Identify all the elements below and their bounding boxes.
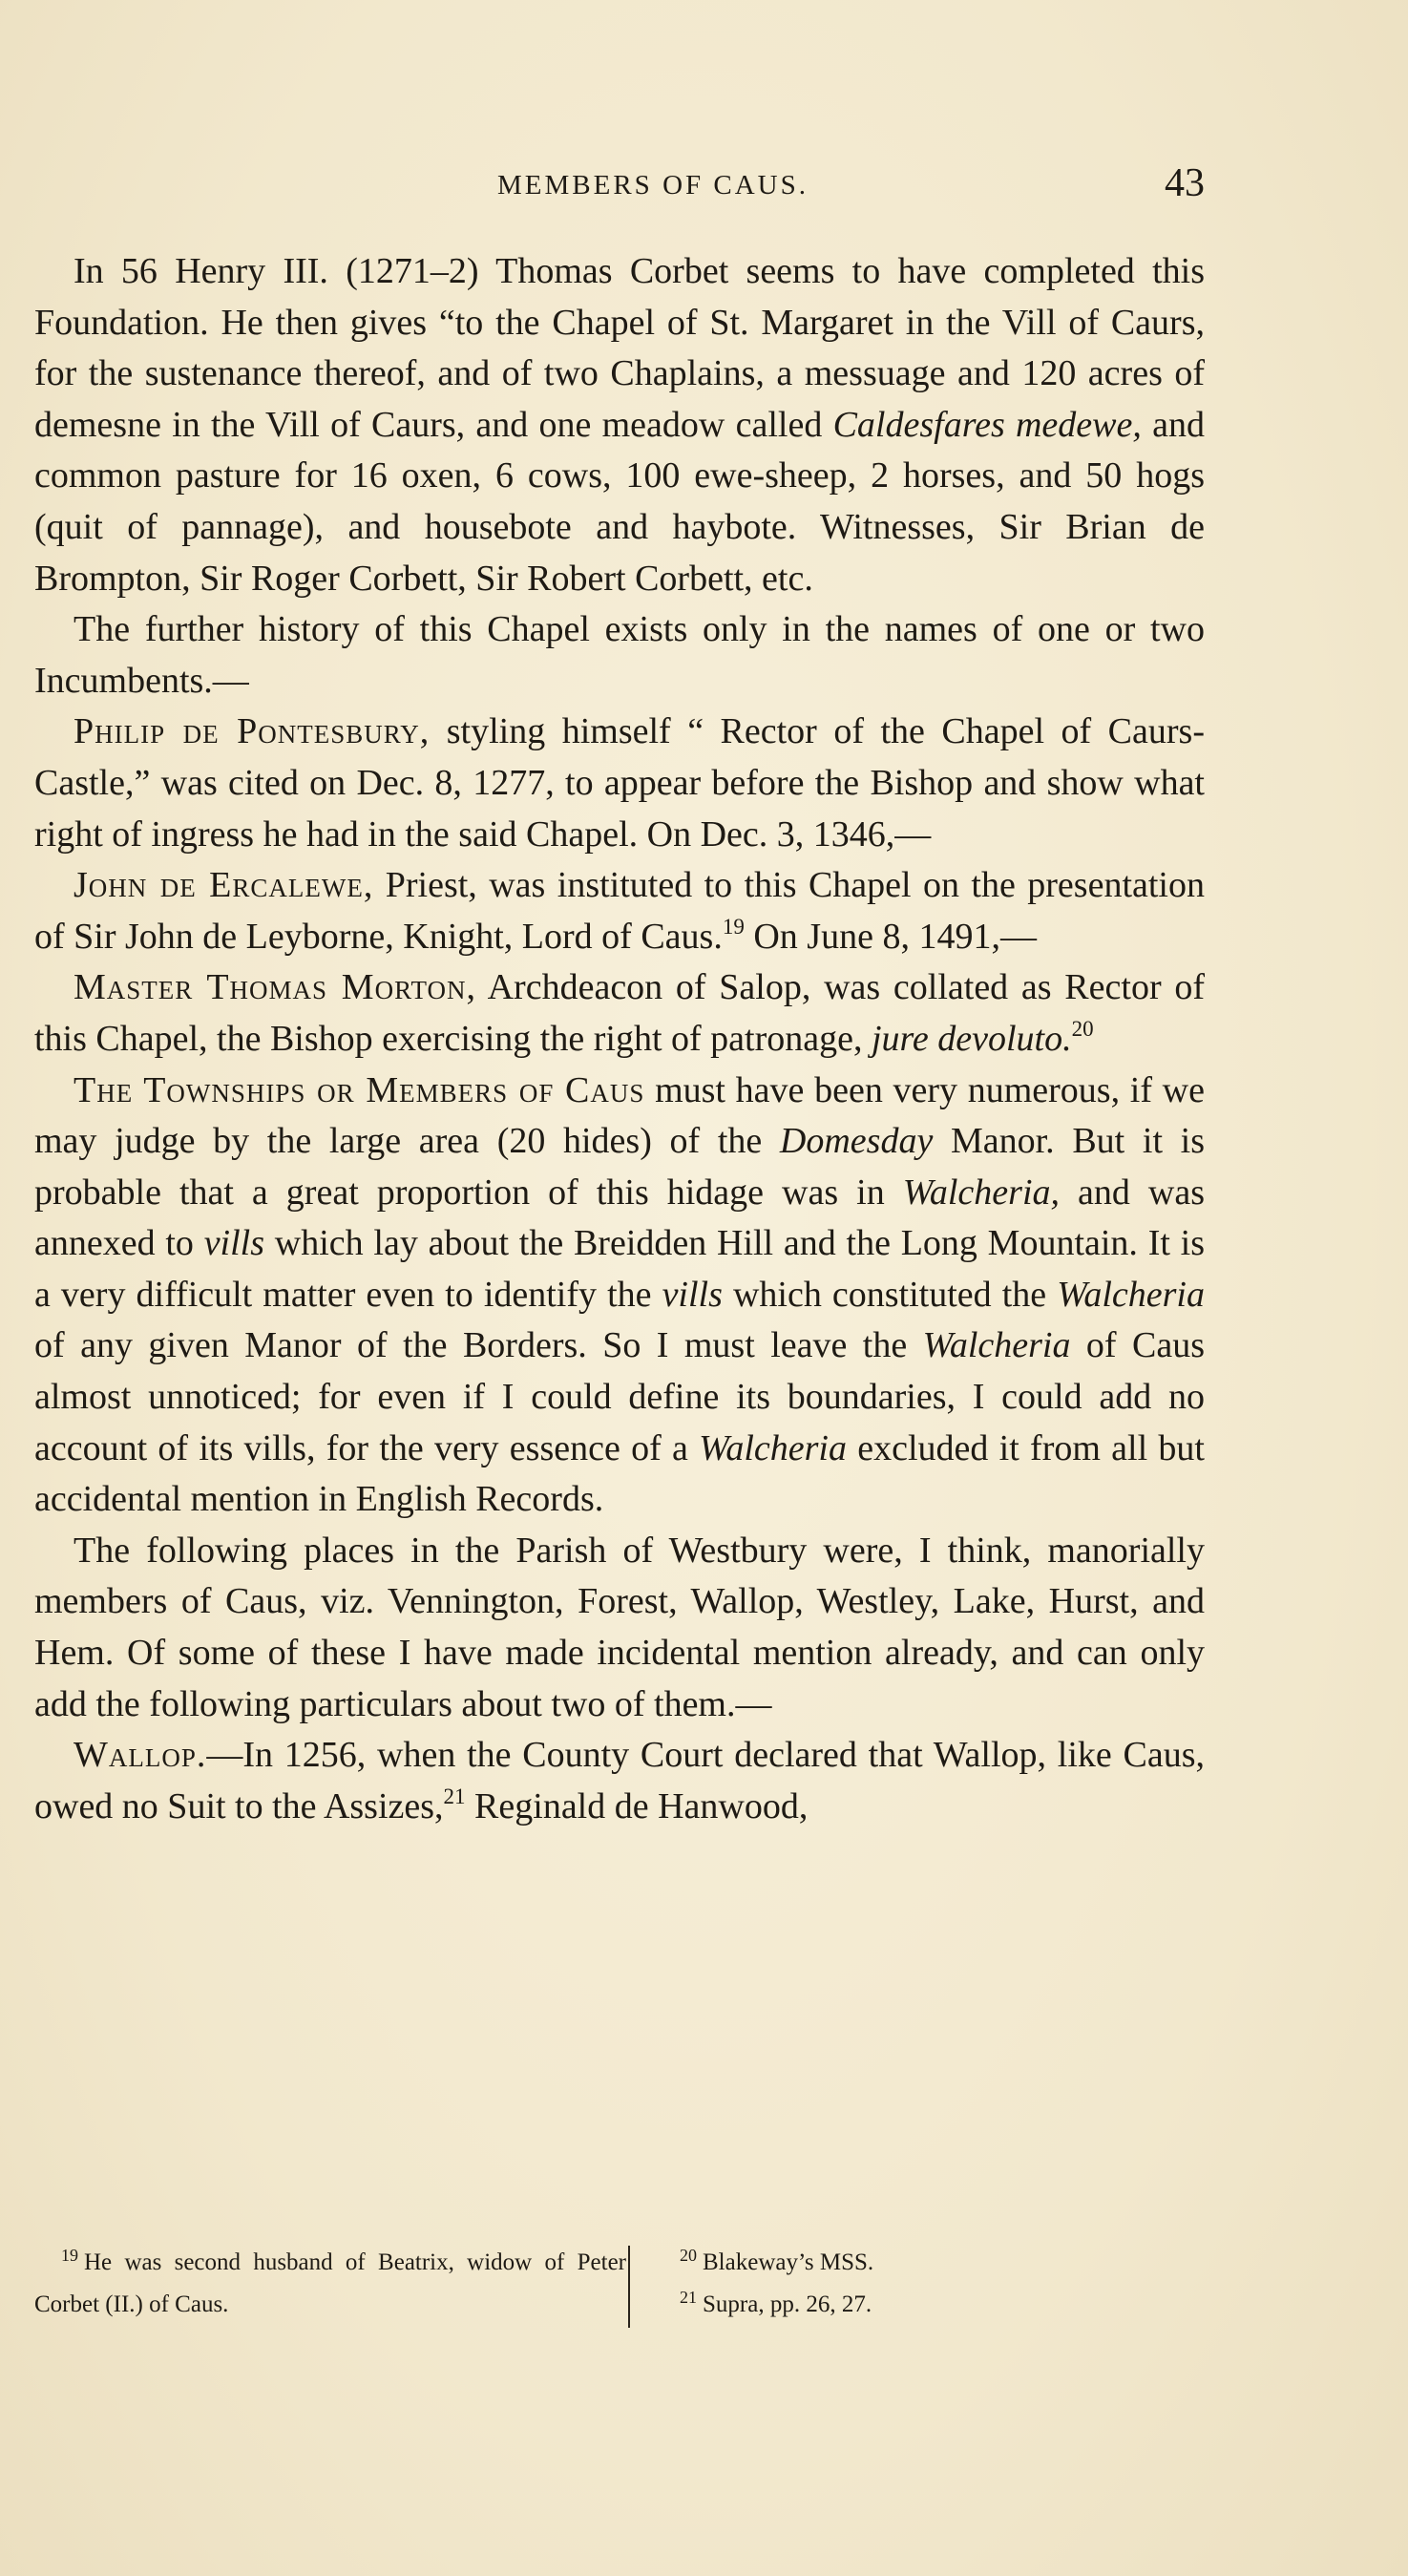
footnote-number: 20 [680, 2246, 697, 2265]
footnote-ref: 19 [722, 914, 745, 939]
text-run: of Caus almost unnoticed; for even if I could define its boundaries, I could add no account of its vills, for the very essence of a [34, 1325, 1205, 1468]
paragraph [34, 962, 1205, 1065]
paragraph [34, 604, 1205, 707]
footnote-ref: 20 [1071, 1016, 1094, 1041]
footnote-ref: 21 [443, 1784, 466, 1808]
text-run: which constituted the [722, 1274, 1058, 1315]
text-run: and was annexed to [34, 1172, 1205, 1264]
footnote [680, 2284, 1176, 2326]
text-run: Manor. But it is probable that a great proportion of this hidage was in [34, 1121, 1205, 1213]
italic-text: Walcheria, [902, 1172, 1061, 1213]
text-run: The following places in the Parish of Westbury were, I think, manorially members of Caus, viz. Vennington, Forest, Wallop, Westley, Lake, Hurst, and Hem. Of some of these I have made incidental mention already, and can only add the following particulars about two of them.— [34, 1530, 1205, 1724]
footnote-number: 21 [680, 2288, 697, 2307]
footnote-divider [628, 2246, 630, 2328]
italic-text: Walcheria [699, 1427, 847, 1468]
text-run: Reginald de Hanwood, [465, 1785, 809, 1826]
text-run: On June 8, 1491,— [744, 916, 1037, 957]
text-run: The further history of this Chapel exists only in the names of one or two Incumbents.— [34, 609, 1205, 701]
text-run: of any given Manor of the Borders. So I must leave the [34, 1325, 923, 1366]
small-caps-name: Wallop. [74, 1735, 207, 1776]
body-text [34, 246, 1205, 1832]
small-caps-name: John de Ercalewe, [74, 865, 374, 906]
text-run: In 56 Henry III. (1271–2) Thomas Corbet seems to have completed this Foundation. He then gives “to the Chapel of St. Margaret in the Vill of Caurs, for the sustenance thereof, and of two Chaplains, a messuage and 120 acres of demesne in the Vill of Caurs, and one meadow called [34, 251, 1205, 445]
italic-text: vills [662, 1274, 723, 1315]
footnote [34, 2242, 626, 2326]
paragraph [34, 707, 1205, 860]
italic-text: Walcheria [1057, 1274, 1205, 1315]
running-head [34, 160, 1205, 218]
italic-text: Caldesfares medewe, [832, 404, 1142, 445]
text-run: Priest, was instituted to this Chapel on the presentation of Sir John de Leyborne, Knight, Lord of Caus. [34, 865, 1205, 957]
italic-text: jure devoluto. [871, 1018, 1072, 1059]
text-run: —In 1256, when the County Court declared that Wallop, like Caus, owed no Suit to the Assizes, [34, 1735, 1205, 1826]
footnote [680, 2242, 1176, 2284]
small-caps-name: Master Thomas Morton, [74, 967, 476, 1008]
text-run: styling himself “ Rector of the Chapel of Caurs-Castle,” was cited on Dec. 8, 1277, to appear before the Bishop and show what right of ingress he had in the said Chapel. On Dec. 3, 1346,— [34, 711, 1205, 855]
paragraph [34, 860, 1205, 962]
italic-text: vills [203, 1223, 265, 1264]
text-run: must have been very numerous, if we may judge by the large area (20 hides) of the [34, 1069, 1205, 1162]
footnote-text: Supra, pp. 26, 27. [703, 2291, 872, 2317]
footnote-column-left [34, 2242, 626, 2326]
footnote-column-right [680, 2242, 1176, 2326]
text-run: Archdeacon of Salop, was collated as Rector of this Chapel, the Bishop exercising the right of patronage, [34, 967, 1205, 1059]
paragraph [34, 1730, 1205, 1832]
paragraph [34, 246, 1205, 604]
footnote-text: He was second husband of Beatrix, widow of Peter Corbet (II.) of Caus. [34, 2249, 626, 2317]
small-caps-name: The Townships or Members of Caus [74, 1069, 645, 1110]
footnote-text: Blakeway’s MSS. [703, 2249, 874, 2275]
paragraph [34, 1066, 1205, 1526]
text-run: which lay about the Breidden Hill and the Long Mountain. It is a very difficult matter even to identify the [34, 1223, 1206, 1315]
text-run: and common pasture for 16 oxen, 6 cows, 100 ewe-sheep, 2 horses, and 50 hogs (quit of pannage), and housebote and haybote. Witnesses, Sir Brian de Brompton, Sir Roger Corbett, Sir Robert Corbett, etc. [34, 404, 1205, 599]
paragraph [34, 1526, 1205, 1730]
italic-text: Walcheria [922, 1325, 1071, 1366]
running-title: MEMBERS OF CAUS. [497, 170, 809, 201]
footnote-number: 19 [61, 2246, 78, 2265]
page-number: 43 [1165, 161, 1205, 205]
italic-text: Domesday [779, 1121, 934, 1162]
footnotes [34, 2242, 1205, 2328]
text-run: excluded it from all but accidental mention in English Records. [34, 1427, 1205, 1520]
small-caps-name: Philip de Pontesbury, [74, 711, 431, 752]
